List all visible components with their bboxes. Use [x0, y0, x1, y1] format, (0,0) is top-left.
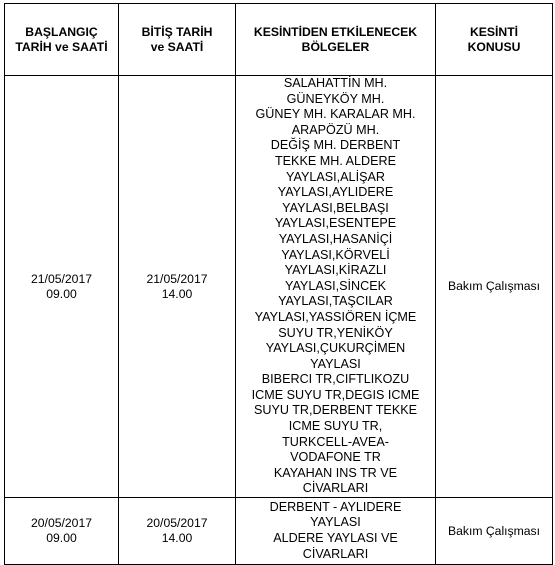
header-start-datetime: BAŞLANGIÇ TARİH ve SAATİ — [5, 4, 119, 76]
affected-regions-cell: SALAHATTİN MH. GÜNEYKÖY MH. GÜNEY MH. KARALAR MH. ARAPÖZÜ MH. DEĞİŞ MH. DERBENT TEKKE MH. ALDERE YAYLASI,ALİŞAR YAYLASI,AYLIDERE YAYLASI,BELBAŞI YAYLASI,ESENTEPE YAYLASI,HASANİÇİ YAYLASI,KÖRVELİ YAYLASI,KİRAZLI YAYLASI,SİNCEK YAYLASI,TAŞCILAR YAYLASI,YASSIÖREN İÇME SUYU TR,YENİKÖY YAYLASI,ÇUKURÇİMEN YAYLASI BIBERCI TR,CIFTLIKOZU ICME SUYU TR,DEGIS ICME SUYU TR,DERBENT TEKKE ICME SUYU TR, TURKCELL-AVEA- VODAFONE TR KAYAHAN INS TR VE CİVARLARI — [236, 76, 436, 498]
start-datetime-cell: 21/05/2017 09.00 — [5, 76, 119, 498]
header-row — [5, 4, 553, 76]
start-datetime-cell: 20/05/2017 09.00 — [5, 498, 119, 565]
header-end-datetime: BİTİŞ TARİH ve SAATİ — [119, 4, 236, 76]
outage-subject-cell: Bakım Çalışması — [436, 498, 553, 565]
table-row — [5, 76, 553, 498]
affected-regions-cell: DERBENT - AYLIDERE YAYLASI ALDERE YAYLASI VE CİVARLARI — [236, 498, 436, 565]
header-outage-subject: KESİNTİ KONUSU — [436, 4, 553, 76]
power-outage-table — [4, 3, 553, 565]
outage-subject-cell: Bakım Çalışması — [436, 76, 553, 498]
table-row — [5, 498, 553, 565]
end-datetime-cell: 20/05/2017 14.00 — [119, 498, 236, 565]
header-affected-regions: KESİNTİDEN ETKİLENECEK BÖLGELER — [236, 4, 436, 76]
end-datetime-cell: 21/05/2017 14.00 — [119, 76, 236, 498]
